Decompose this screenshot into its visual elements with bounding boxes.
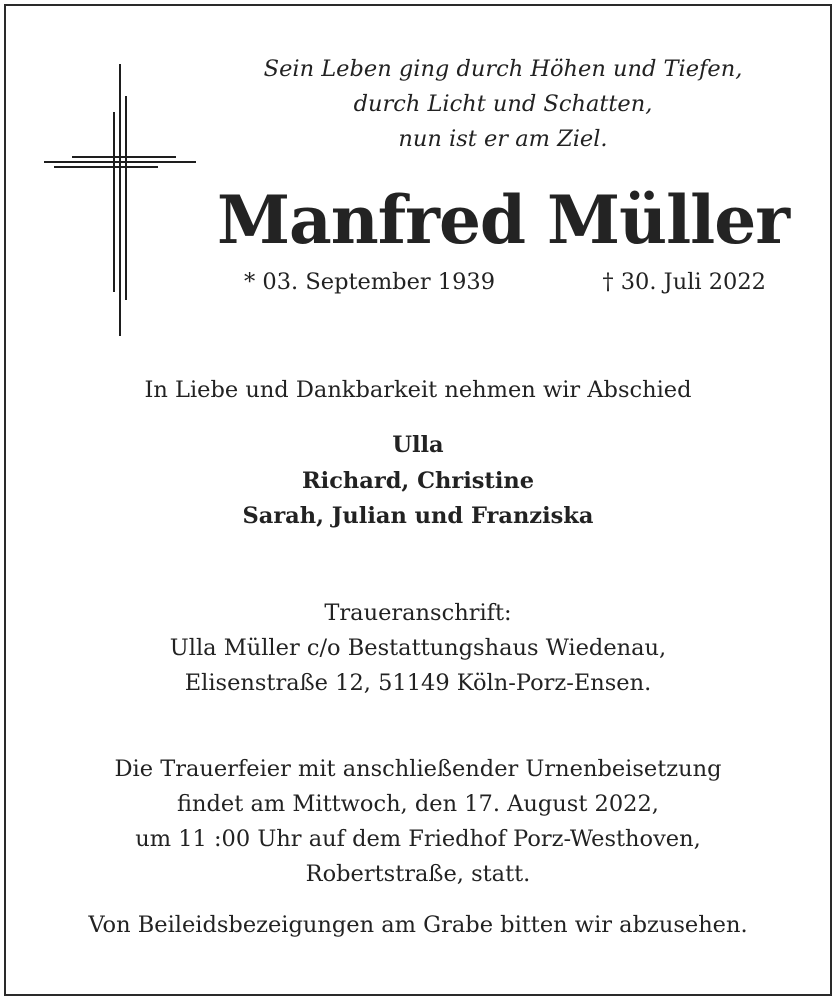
poem-line: nun ist er am Ziel. [398,126,608,152]
closing-note: Von Beileidsbezeigungen am Grabe bitten wir abzusehen. [88,912,748,938]
farewell-text: In Liebe und Dankbarkeit nehmen wir Abschied [144,377,692,403]
poem-verse [200,52,806,157]
address-line: Ulla Müller c/o Bestattungshaus Wiedenau, [169,635,667,661]
ceremony-line: um 11 :00 Uhr auf dem Friedhof Porz-Westhoven, [135,826,701,852]
poem-line: Sein Leben ging durch Höhen und Tiefen, [263,56,743,82]
ceremony-line: findet am Mittwoch, den 17. August 2022, [177,791,659,817]
family-line: Sarah, Julian und Franziska [242,503,594,529]
ceremony-line: Robertstraße, statt. [305,861,531,887]
address-line: Elisenstraße 12, 51149 Köln-Porz-Ensen. [184,670,652,696]
mourning-address [20,596,816,701]
address-line: Traueranschrift: [324,600,512,626]
cross-icon [44,64,198,340]
ceremony-line: Die Trauerfeier mit anschließender Urnenbeisetzung [114,756,722,782]
ceremony-info [20,752,816,892]
family-names [20,428,816,535]
birth-date: * 03. September 1939 [244,269,496,295]
family-line: Richard, Christine [301,467,535,494]
life-dates [244,265,766,299]
deceased-name: Manfred Müller [216,181,790,259]
poem-line: durch Licht und Schatten, [353,91,653,117]
death-date: † 30. Juli 2022 [602,269,766,295]
family-line: Ulla [392,432,444,458]
